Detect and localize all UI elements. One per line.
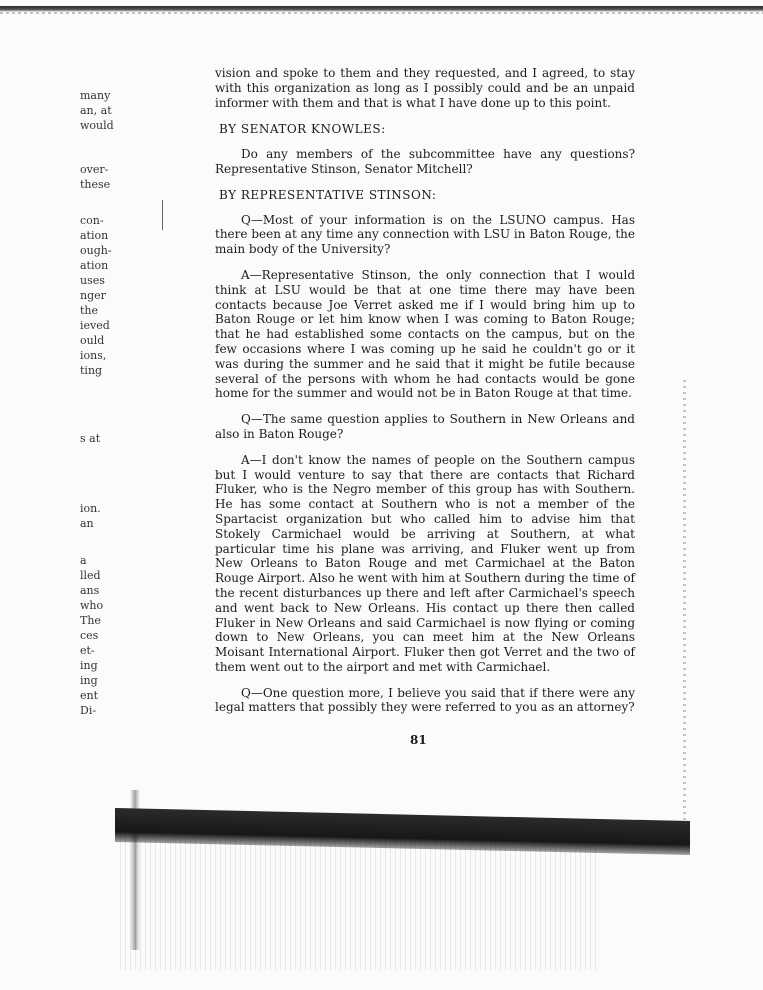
margin-fragment: ing bbox=[80, 674, 98, 687]
margin-fragment: s at bbox=[80, 432, 101, 445]
speaker-heading-stinson: BY REPRESENTATIVE STINSON: bbox=[219, 187, 437, 202]
answer-lsu: A—Representative Stinson, the only connection that I would think at LSU would be that at one time there may have been contacts because Joe Verret asked me if I would bring him up to Baton Rouge or let him know when I was coming to Baton Rouge; that he had established some contacts on the campus, but on the few occasions where I was coming up he said he couldn't go or it was during the summer and he said that it might be futile because several of the persons with whom he had contacts would be gone home for the summer and would not be in Baton Rouge at that time. bbox=[215, 267, 635, 401]
margin-fragment: ion. bbox=[80, 502, 101, 515]
margin-fragment: would bbox=[80, 119, 114, 132]
scan-bottom-noise bbox=[120, 830, 600, 970]
continued-paragraph: vision and spoke to them and they requested, and I agreed, to stay with this organization as long as I possibly could and be an unpaid informer with them and that is what I have done up to this point. bbox=[215, 66, 635, 110]
margin-fragment: uses bbox=[80, 274, 105, 287]
margin-fragment: a bbox=[80, 554, 87, 567]
margin-fragment: et- bbox=[80, 644, 95, 657]
margin-fragment: ces bbox=[80, 629, 99, 642]
margin-fragment: ation bbox=[80, 259, 109, 272]
margin-fragment: many bbox=[80, 89, 111, 102]
margin-fragment: ent bbox=[80, 689, 99, 702]
question-lsu: Q—Most of your information is on the LSUNO campus. Has there been at any time any connection with LSU in Baton Rouge, the main body of the University? bbox=[215, 212, 635, 257]
margin-fragment: who bbox=[80, 599, 104, 612]
margin-fragment: ans bbox=[80, 584, 100, 597]
transcript-column bbox=[215, 66, 635, 726]
margin-fragment: Di- bbox=[80, 704, 97, 717]
margin-fragment: nger bbox=[80, 289, 106, 302]
margin-fragment: ting bbox=[80, 364, 103, 377]
margin-fragment: The bbox=[80, 614, 101, 627]
question-legal-matters: Q—One question more, I believe you said that if there were any legal matters that possibly they were referred to you as an attorney? bbox=[215, 685, 635, 715]
margin-fragment: con- bbox=[80, 214, 104, 227]
margin-fragment: ould bbox=[80, 334, 105, 347]
margin-fragment: ough- bbox=[80, 244, 112, 257]
margin-fragment: the bbox=[80, 304, 99, 317]
margin-fragment: ions, bbox=[80, 349, 107, 362]
answer-southern: A—I don't know the names of people on the Southern campus but I would venture to say that there are contacts that Richard Fluker, who is the Negro member of this group has with Southern. He has some contact at Southern who is not a member of the Spartacist organization but who called him to advise him that Stokely Carmichael would be arriving at Southern, at what particular time his plane was arriving, and Fluker went up from New Orleans to Baton Rouge and met Carmichael at the Baton Rouge Airport. Also he went with him at Southern during the time of the recent disturbances up there and left after Carmichael's speech and went back to New Orleans. His contact up there then called Fluker in New Orleans and said Carmichael is now flying or coming down to New Orleans, you can meet him at the New Orleans Moisant International Airport. Fluker then got Verret and the two of them went out to the airport and met with Carmichael. bbox=[215, 452, 635, 674]
scan-crease-mark bbox=[162, 200, 163, 230]
margin-fragment: ation bbox=[80, 229, 109, 242]
margin-fragment: lled bbox=[80, 569, 101, 582]
scan-right-edge bbox=[683, 380, 686, 820]
margin-fragment: ieved bbox=[80, 319, 110, 332]
margin-fragment: over- bbox=[80, 163, 109, 176]
margin-fragment: an, at bbox=[80, 104, 112, 117]
knowles-question: Do any members of the subcommittee have any questions? Representative Stinson, Senator Mitchell? bbox=[215, 147, 635, 176]
question-southern: Q—The same question applies to Southern in New Orleans and also in Baton Rouge? bbox=[215, 412, 635, 441]
margin-fragment: ing bbox=[80, 659, 98, 672]
margin-fragment: an bbox=[80, 517, 94, 530]
speaker-heading-knowles: BY SENATOR KNOWLES: bbox=[219, 122, 386, 137]
margin-fragment: these bbox=[80, 178, 111, 191]
scan-top-dashes bbox=[0, 12, 763, 14]
page-number: 81 bbox=[410, 733, 427, 747]
